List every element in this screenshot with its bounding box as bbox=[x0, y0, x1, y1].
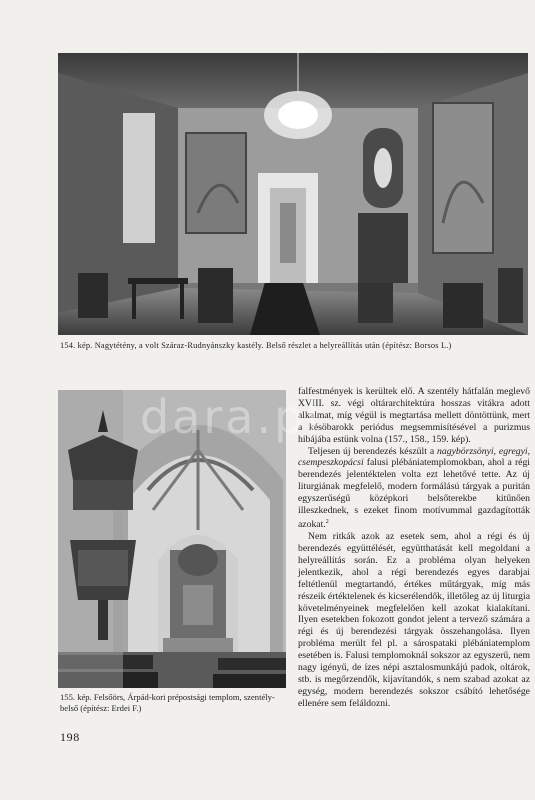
paragraph-3: Nem ritkák azok az esetek sem, ahol a régi és új berendezés együttélését, együtthatását kell megoldani a helyreállítás során. Ez a probléma olyan helyeken jelentkezik, ahol a régi berendezés egyes darabjai feltétlenül megtartandó, értékes műtárgyak, míg más részeik értéktelenek és kicserélendők, illetőleg az új liturgia követelményeinek megfelelően kell azokat kialakítani. Ilyen esetekben fokozott gondot jelent a tervező számára a régi és új berendezési tárgyak összehangolása. Ilyen probléma merült fel pl. a sárospataki plébániatemplom esetében is. Falusi templomoknál sokszor az egyszerű, nem nagy igényű, de ízes népi asztalosmunkájú padok, oltárok, stb. is megőrzendők, kijavítandók, s nem szabad azokat az egység, modern berendezés sokszor csábító lehetősége ellenére sem feláldozni. bbox=[298, 531, 530, 709]
paragraph-2-start: Teljesen új berendezés készült a bbox=[308, 445, 435, 457]
paragraph-1: falfestmények is kerültek elő. A szentély hátfalán meglevő XVIII. sz. végi oltárarchitektúra hosszas vitákra adott alkalmat, míg végül is megtartása mellett döntöttünk, mert a késöbarokk periódus megsemmisítésével a purizmus hibájába estünk volna (157., 158., 159. kép). bbox=[298, 386, 530, 445]
figure-154-number: 154. kép. bbox=[60, 341, 93, 350]
village-names: nagybörzsönyi, egregyi, csempeszkopácsi bbox=[298, 445, 531, 469]
figure-154-text: Nagytétény, a volt Száraz-Rudnyánszky kastély. Belső részlet a helyreállítás után (építész: Borsos L.) bbox=[94, 341, 452, 350]
watermark: dara.pl bbox=[140, 390, 323, 444]
paragraph-2 bbox=[298, 446, 530, 532]
photo-castle-interior bbox=[58, 53, 528, 335]
paragraph-2-rest: falusi plébániatemplomokban, ahol a régi berendezés jelentéktelen volta ezt lehetővé tette. Az új liturgiának megfelelő, modern formálású tárgyak a puritán egyszerűségű középkori belsőterekbe kitűnően illeszkednek, s ezeket finom motívummal gazdagították azokat. bbox=[298, 457, 531, 531]
figure-154-caption bbox=[60, 340, 528, 351]
body-text-column bbox=[298, 386, 530, 710]
footnote-marker: 2 bbox=[325, 518, 329, 525]
page-number: 198 bbox=[60, 730, 80, 744]
photo-church-sanctuary bbox=[58, 390, 286, 688]
figure-155-number: 155. kép. bbox=[60, 692, 92, 702]
figure-155-text: Felsőörs, Árpád-kori prépostsági templom, szentély-belső (építész: Erdei F.) bbox=[60, 692, 275, 713]
figure-155-caption bbox=[60, 692, 286, 714]
